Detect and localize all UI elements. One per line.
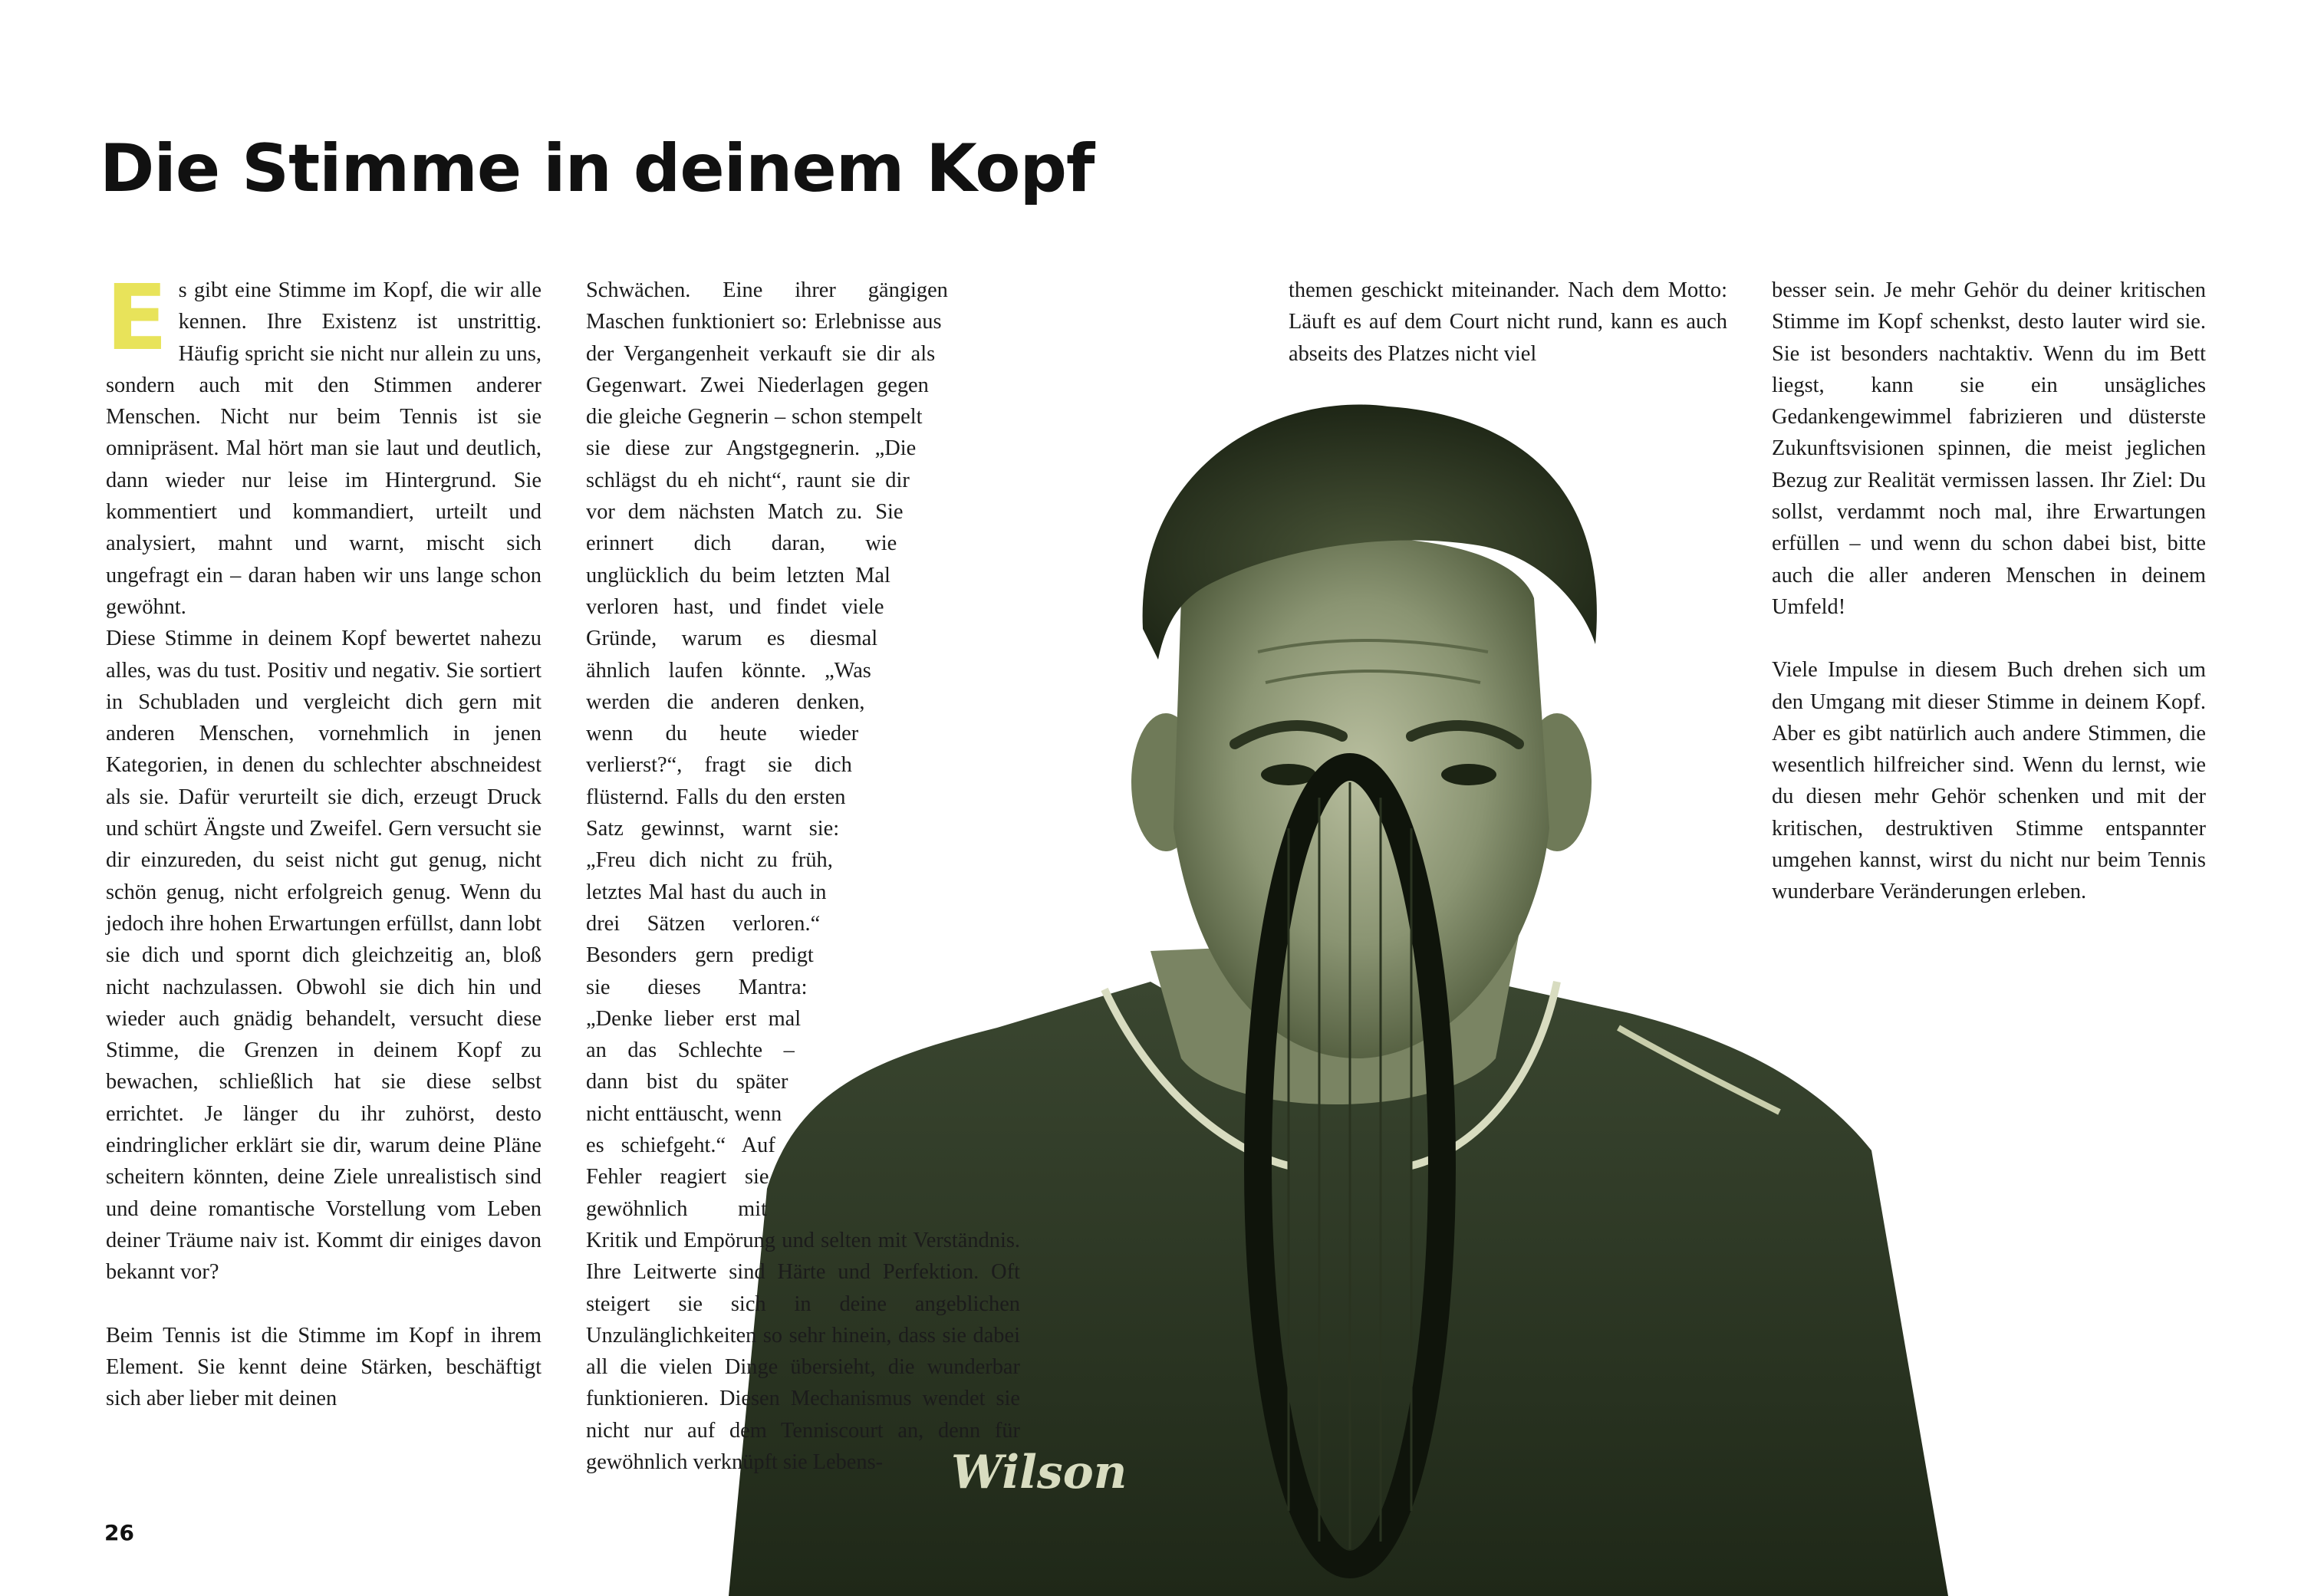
text-column-3	[1289, 275, 1727, 370]
paragraph: themen geschickt miteinander. Nach dem Motto: Läuft es auf dem Court nicht rund, kann es auch abseits des Platzes nicht viel	[1289, 278, 1727, 366]
shirt-logo-text: Wilson	[951, 1446, 1127, 1499]
article-title: Die Stimme in deinem Kopf	[100, 130, 1095, 207]
page-number: 26	[104, 1520, 134, 1545]
text-column-1	[106, 265, 542, 1414]
paragraph: s gibt eine Stimme im Kopf, die wir alle kennen. Ihre Existenz ist unstrittig. Häufig spricht sie nicht nur allein zu uns, sondern auch mit den Stimmen anderer Menschen. Nicht nur beim Tennis ist sie omnipräsent. Mal hört man sie laut und deutlich, dann wieder nur leise im Hintergrund. Sie kommentiert und kommandiert, urteilt und analysiert, mahnt und warnt, mischt sich ungefragt ein – daran haben wir uns lange schon gewöhnt.	[106, 278, 542, 619]
drop-cap: E	[106, 265, 168, 370]
paragraph: Diese Stimme in deinem Kopf bewertet nahezu alles, was du tust. Positiv und negativ. Sie sortiert in Schubladen und vergleicht dich gern mit anderen Menschen, vornehmlich in jenen Kategorien, in denen du schlechter abschneidest als sie. Dafür verurteilt sie dich, erzeugt Druck und schürt Ängste und Zweifel. Gern versucht sie dir einzureden, du seist nicht gut genug, nicht schön genug, nicht erfolgreich genug. Wenn du jedoch ihre hohen Erwartungen erfüllst, dann lobt sie dich und spornt dich gleichzeitig an, bloß nicht nachzulassen. Obwohl sie dich hin und wieder auch gnädig behandelt, versucht diese Stimme, die Grenzen in deinem Kopf zu bewachen, schließlich hat sie diese selbst errichtet. Je länger du ihr zuhörst, desto eindringlicher erklärt sie dir, warum deine Pläne scheitern könnten, deine Ziele unrealistisch sind und deine romantische Vorstellung vom Leben deiner Träume naiv ist. Kommt dir einiges davon bekannt vor?	[106, 627, 542, 1285]
paragraph: Viele Impulse in diesem Buch drehen sich um den Umgang mit dieser Stimme in deinem Kopf. Aber es gibt natürlich auch andere Stimmen, die wesentlich hilfreicher sind. Wenn du lernst, wie du diesen mehr Gehör schenken und mit der kritischen, destruktiven Stimme entspannter umgehen kannst, wirst du nicht nur beim Tennis wunderbare Veränderungen erleben.	[1772, 658, 2206, 904]
text-column-2	[586, 275, 1020, 1478]
paragraph: besser sein. Je mehr Gehör du deiner kritischen Stimme im Kopf schenkst, desto lauter wird sie. Sie ist besonders nachtaktiv. Wenn du im Bett liegst, kann sie ein unsägliches Gedankengewimmel fabrizieren und düsterste Zukunftsvisionen spinnen, die meist jeglichen Bezug zur Realität vermissen lassen. Ihr Ziel: Du sollst, verdammt noch mal, ihre Erwartungen erfüllen – und wenn du schon dabei bist, bitte auch die aller anderen Menschen in deinem Umfeld!	[1772, 278, 2206, 619]
paragraph: Beim Tennis ist die Stimme im Kopf in ihrem Element. Sie kennt deine Stärken, beschäftigt sich aber lieber mit deinen	[106, 1323, 542, 1411]
text-column-4	[1772, 275, 2206, 908]
paragraph: Schwächen. Eine ihrer gängigen Maschen funktioniert so: Erlebnisse aus der Vergangenheit verkauft sie dir als Gegenwart. Zwei Niederlagen gegen die gleiche Gegnerin – schon stempelt sie diese zur Angstgegnerin. „Die schlägst du eh nicht“, raunt sie dir vor dem nächsten Match zu. Sie erinnert dich daran, wie unglücklich du beim letzten Mal verloren hast, und findet viele Gründe, warum es diesmal ähnlich laufen könnte. „Was werden die anderen denken, wenn du heute wieder verlierst?“, fragt sie dich flüsternd. Falls du den ersten Satz gewinnst, warnt sie: „Freu dich nicht zu früh, letztes Mal hast du auch in drei Sätzen verloren.“ Besonders gern predigt sie dieses Mantra: „Denke lieber erst mal an das Schlechte – dann bist du später nicht enttäuscht, wenn es schiefgeht.“ Auf Fehler reagiert sie gewöhnlich mit Kritik und Empörung und selten mit Verständnis. Ihre Leitwerte sind Härte und Perfektion. Oft steigert sie sich in deine angeblichen Unzulänglichkeiten so sehr hinein, dass sie dabei all die vielen Dinge übersieht, die wunderbar funktionieren. Diesen Mechanismus wendet sie nicht nur auf dem Tenniscourt an, denn für gewöhnlich verknüpft sie Lebens-	[586, 278, 1020, 1474]
